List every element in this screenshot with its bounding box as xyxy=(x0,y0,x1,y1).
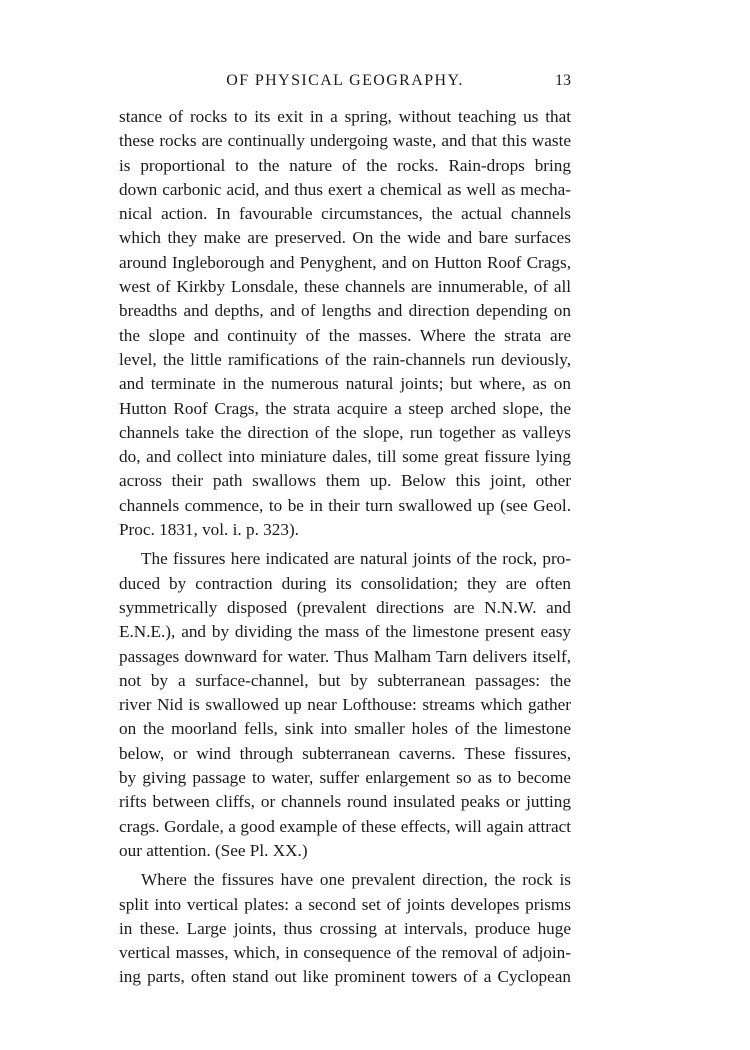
text-line: rifts between cliffs, or channels round insulated peaks or jutting xyxy=(119,792,571,812)
text-line: down carbonic acid, and thus exert a chemical as well as mecha- xyxy=(119,179,571,199)
text-line: which they make are preserved. On the wide and bare surfaces xyxy=(119,228,571,248)
text-line: by giving passage to water, suffer enlargement so as to become xyxy=(119,768,571,788)
text-line: symmetrically disposed (prevalent directions are N.N.W. and xyxy=(119,597,571,617)
text-line: the slope and continuity of the masses. Where the strata are xyxy=(119,325,571,345)
text-line: duced by contraction during its consolidation; they are often xyxy=(119,573,571,593)
text-line: channels take the direction of the slope, run together as valleys xyxy=(119,422,571,442)
text-line: Hutton Roof Crags, the strata acquire a steep arched slope, the xyxy=(119,398,571,418)
text-line: below, or wind through subterranean caverns. These fissures, xyxy=(119,743,571,763)
text-line: passages downward for water. Thus Malham Tarn delivers itself, xyxy=(119,646,571,666)
running-head xyxy=(119,72,571,96)
running-title: OF PHYSICAL GEOGRAPHY. xyxy=(226,72,464,89)
text-line: do, and collect into miniature dales, till some great fissure lying xyxy=(119,447,571,467)
text-line: crags. Gordale, a good example of these effects, will again attract xyxy=(119,816,571,836)
text-line: E.N.E.), and by dividing the mass of the limestone present easy xyxy=(119,622,571,642)
paragraph-2 xyxy=(119,547,571,863)
page-number: 13 xyxy=(555,72,571,89)
text-line: channels commence, to be in their turn swallowed up (see Geol. xyxy=(119,495,571,515)
text-line: Proc. 1831, vol. i. p. 323). xyxy=(119,520,299,540)
text-line: stance of rocks to its exit in a spring, without teaching us that xyxy=(119,107,571,126)
text-line: river Nid is swallowed up near Lofthouse: streams which gather xyxy=(119,695,571,715)
text-line: split into vertical plates: a second set of joints developes prisms xyxy=(119,894,571,914)
text-line: is proportional to the nature of the rocks. Rain-drops bring xyxy=(119,155,571,175)
text-line: vertical masses, which, in consequence of the removal of adjoin- xyxy=(119,943,571,963)
text-line: not by a surface-channel, but by subterranean passages: the xyxy=(119,670,571,690)
body-text xyxy=(119,105,571,990)
text-line: ing parts, often stand out like prominent towers of a Cyclopean xyxy=(119,967,571,987)
paragraph-3 xyxy=(119,868,571,989)
text-line: our attention. (See Pl. XX.) xyxy=(119,840,308,860)
text-line: these rocks are continually undergoing waste, and that this waste xyxy=(119,131,571,151)
text-line: around Ingleborough and Penyghent, and on Hutton Roof Crags, xyxy=(119,252,571,272)
text-line: level, the little ramifications of the rain-channels run deviously, xyxy=(119,349,571,369)
text-line: west of Kirkby Lonsdale, these channels are innumerable, of all xyxy=(119,277,571,297)
text-line: Where the fissures have one prevalent direction, the rock is xyxy=(141,870,571,890)
paragraph-1 xyxy=(119,105,571,542)
text-line: nical action. In favourable circumstances, the actual channels xyxy=(119,204,571,224)
text-line: in these. Large joints, thus crossing at intervals, produce huge xyxy=(119,918,571,938)
text-line: and terminate in the numerous natural joints; but where, as on xyxy=(119,374,571,394)
text-line: breadths and depths, and of lengths and direction depending on xyxy=(119,301,571,321)
text-line: on the moorland fells, sink into smaller holes of the limestone xyxy=(119,719,571,739)
text-line: across their path swallows them up. Below this joint, other xyxy=(119,471,571,491)
text-line: The fissures here indicated are natural joints of the rock, pro- xyxy=(141,549,571,569)
